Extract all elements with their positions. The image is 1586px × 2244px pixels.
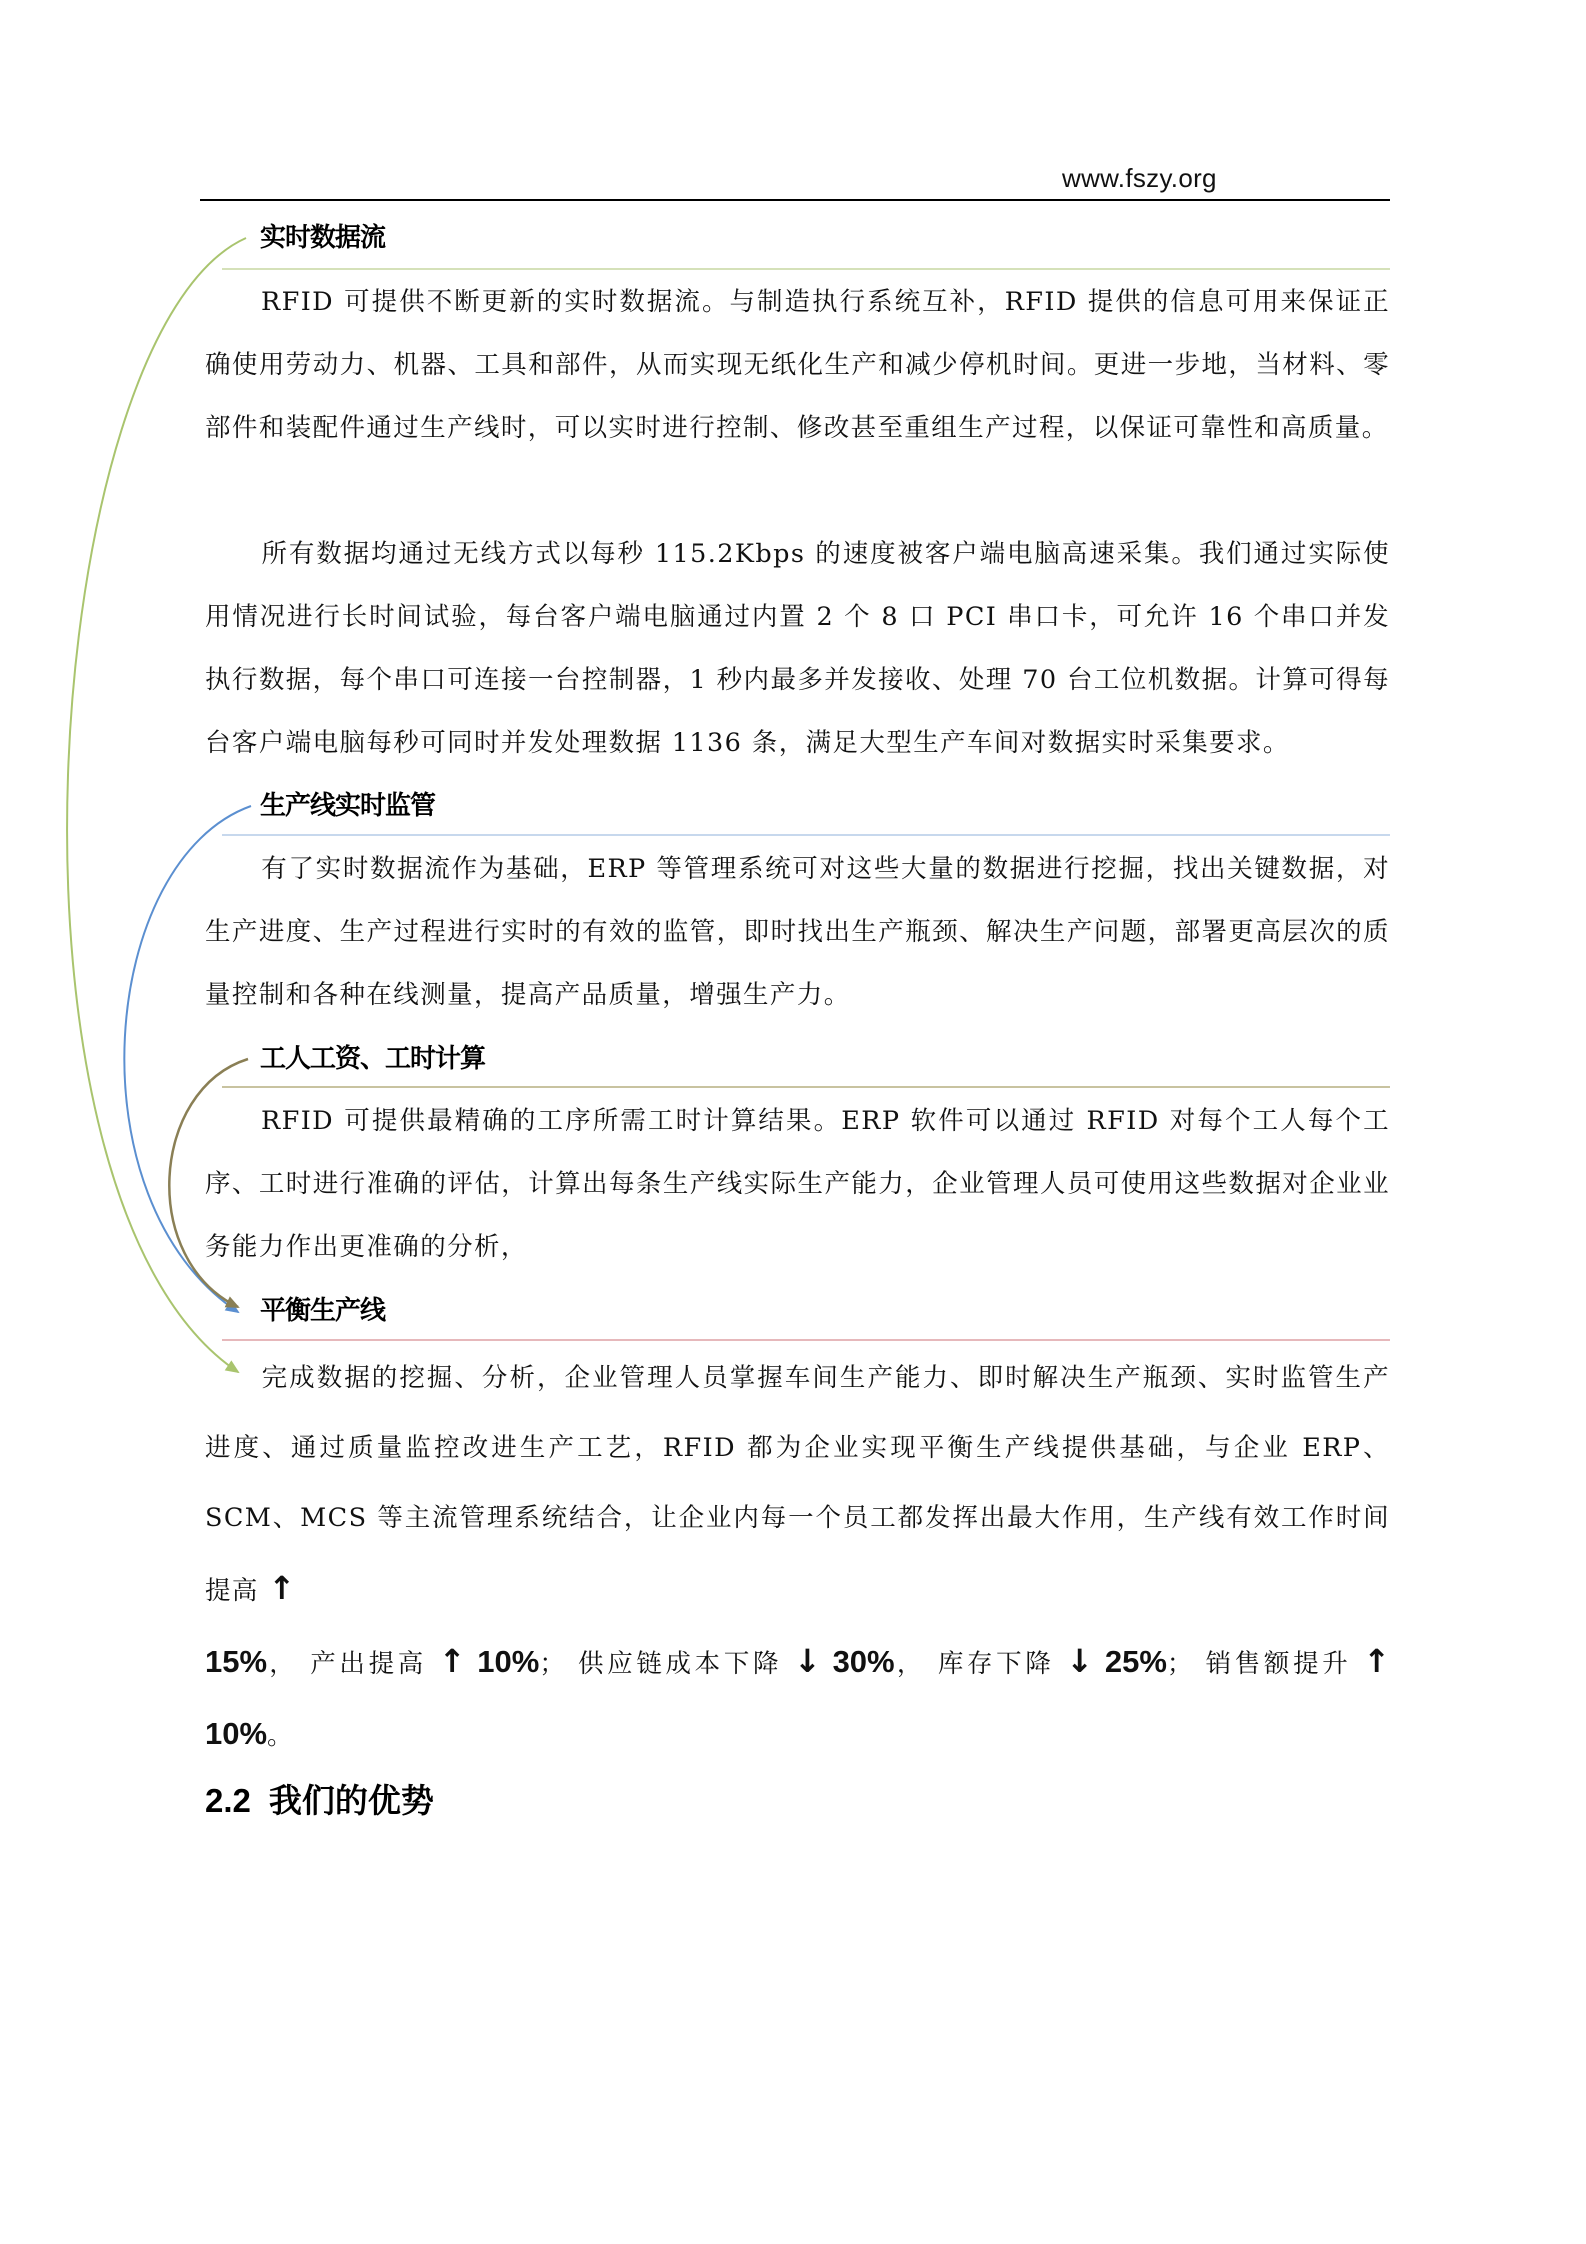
punctuation: ； [1166,1649,1194,1679]
section-divider-1 [222,268,1390,270]
metric-value-inventory: 25% [1104,1644,1167,1679]
paragraph-realtime-data-2 [205,523,1390,775]
metric-value-sales: 10% [205,1716,268,1751]
paragraph-line-monitoring [205,838,1390,1027]
paragraph-text: 完成数据的挖掘、分析，企业管理人员掌握车间生产能力、即时解决生产瓶颈、实时监管生产进度、通过质量监控改进生产工艺，RFID 都为企业实现平衡生产线提供基础，与企业 ERP、SCM、MCS 等主流管理系统结合，让企业内每一个员工都发挥出最大作用，生产线有效工作时间提高 [205,1363,1390,1606]
section-heading-wage-hours: 工人工资、工时计算 [260,1044,486,1074]
section-divider-4 [222,1339,1390,1341]
metric-label-inventory: 库存下降 [937,1649,1055,1679]
paragraph-wage-hours [205,1090,1390,1279]
section-divider-3 [222,1086,1390,1088]
arrow-down-icon: ↓ [793,1642,821,1680]
metric-value-output: 10% [477,1644,540,1679]
punctuation: 。 [267,1721,294,1751]
section-heading-line-monitoring: 生产线实时监管 [260,791,436,821]
metric-label-output: 产出提高 [310,1649,427,1679]
arrow-up-icon: ↑ [438,1642,466,1680]
section-number: 2.2 [205,1782,251,1819]
punctuation: ， [267,1649,299,1679]
arrow-up-icon: ↑ [268,1569,296,1607]
metric-value-supply-cost: 30% [832,1644,895,1679]
section-title-our-advantages [205,1775,434,1822]
section-heading-realtime-data: 实时数据流 [260,223,386,253]
section-heading-balance-line: 平衡生产线 [260,1296,386,1326]
paragraph-text: RFID 可提供最精确的工序所需工时计算结果。ERP 软件可以通过 RFID 对每个工人每个工序、工时进行准确的评估，计算出每条生产线实际生产能力，企业管理人员可使用这些数据对企业业务能力作出更准确的分析， [205,1106,1390,1262]
paragraph-text: 所有数据均通过无线方式以每秒 115.2Kbps 的速度被客户端电脑高速采集。我们通过实际使用情况进行长时间试验，每台客户端电脑通过内置 2 个 8 口 PCI 串口卡，可允许 16 个串口并发执行数据，每个串口可连接一台控制器，1 秒内最多并发接收、处理 70 台工位机数据。计算可得每台客户端电脑每秒可同时并发处理数据 1136 条，满足大型生产车间对数据实时采集要求。 [205,539,1390,758]
header-url: www.fszy.org [1062,163,1217,193]
metric-label-supply-cost: 供应链成本下降 [578,1649,783,1679]
punctuation: ， [894,1649,927,1679]
metric-label-sales: 销售额提升 [1205,1649,1352,1679]
paragraph-text: 有了实时数据流作为基础，ERP 等管理系统可对这些大量的数据进行挖掘，找出关键数据，对生产进度、生产过程进行实时的有效的监管，即时找出生产瓶颈、解决生产问题，部署更高层次的质量控制和各种在线测量，提高产品质量，增强生产力。 [205,854,1390,1010]
arrow-down-icon: ↓ [1066,1642,1094,1680]
section-title-text: 我们的优势 [268,1781,434,1820]
header-divider [200,199,1390,201]
punctuation: ； [539,1649,567,1679]
metric-value-work-time: 15% [205,1644,268,1679]
arrow-up-icon: ↑ [1363,1642,1391,1680]
paragraph-text: RFID 可提供不断更新的实时数据流。与制造执行系统互补，RFID 提供的信息可用来保证正确使用劳动力、机器、工具和部件，从而实现无纸化生产和减少停机时间。更进一步地，当材料、零部件和装配件通过生产线时，可以实时进行控制、修改甚至重组生产过程，以保证可靠性和高质量。 [205,287,1390,443]
section-divider-2 [222,834,1390,836]
paragraph-realtime-data-1 [205,271,1390,460]
paragraph-balance-line [205,1343,1390,1771]
